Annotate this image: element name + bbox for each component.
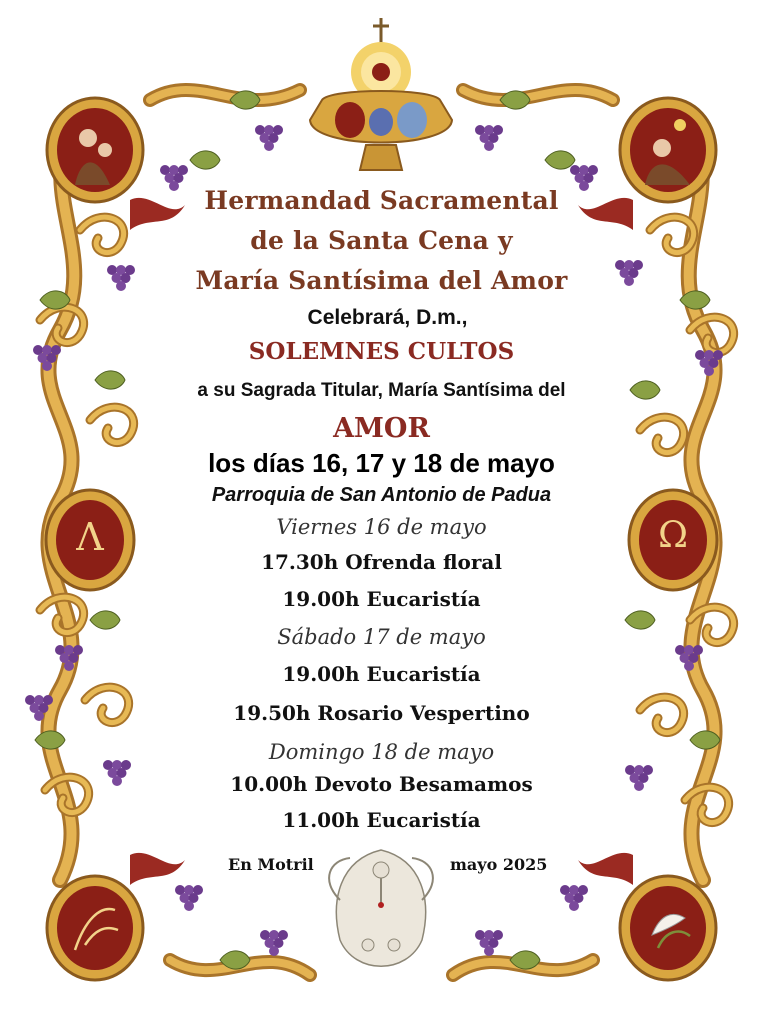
- parish-text: Parroquia de San Antonio de Padua: [211, 484, 552, 506]
- footer-date: mayo 2025: [450, 855, 548, 874]
- event-item: 19.00h Eucaristía: [282, 587, 481, 611]
- event-item: 11.00h Eucaristía: [282, 808, 481, 832]
- day-heading-domingo: Domingo 18 de mayo: [268, 740, 495, 764]
- day-heading-sabado: Sábado 17 de mayo: [277, 625, 486, 649]
- day-heading-viernes: Viernes 16 de mayo: [276, 515, 487, 539]
- omega-letter: Ω: [658, 515, 688, 556]
- amor-text: AMOR: [333, 413, 430, 444]
- dedication-text: a su Sagrada Titular, María Santísima del: [197, 380, 566, 401]
- title-line-2: de la Santa Cena y: [250, 226, 513, 255]
- celebrara-text: Celebrará, D.m.,: [307, 306, 468, 329]
- monstrance-icon: [310, 18, 452, 170]
- title-line-3: María Santísima del Amor: [195, 266, 568, 295]
- alpha-letter: Λ: [76, 515, 104, 559]
- event-item: 17.30h Ofrenda floral: [261, 550, 502, 574]
- dates-text: los días 16, 17 y 18 de mayo: [208, 448, 555, 478]
- title-line-1: Hermandad Sacramental: [204, 186, 559, 215]
- event-item: 19.50h Rosario Vespertino: [233, 701, 530, 725]
- event-item: 10.00h Devoto Besamamos: [230, 772, 533, 796]
- lily-icon: [620, 876, 716, 980]
- footer-location: En Motril: [228, 855, 314, 874]
- lily-icon: [47, 876, 143, 980]
- event-item: 19.00h Eucaristía: [282, 662, 481, 686]
- solemnes-cultos: SOLEMNES CULTOS: [248, 338, 515, 365]
- pelican-icon: [329, 850, 433, 966]
